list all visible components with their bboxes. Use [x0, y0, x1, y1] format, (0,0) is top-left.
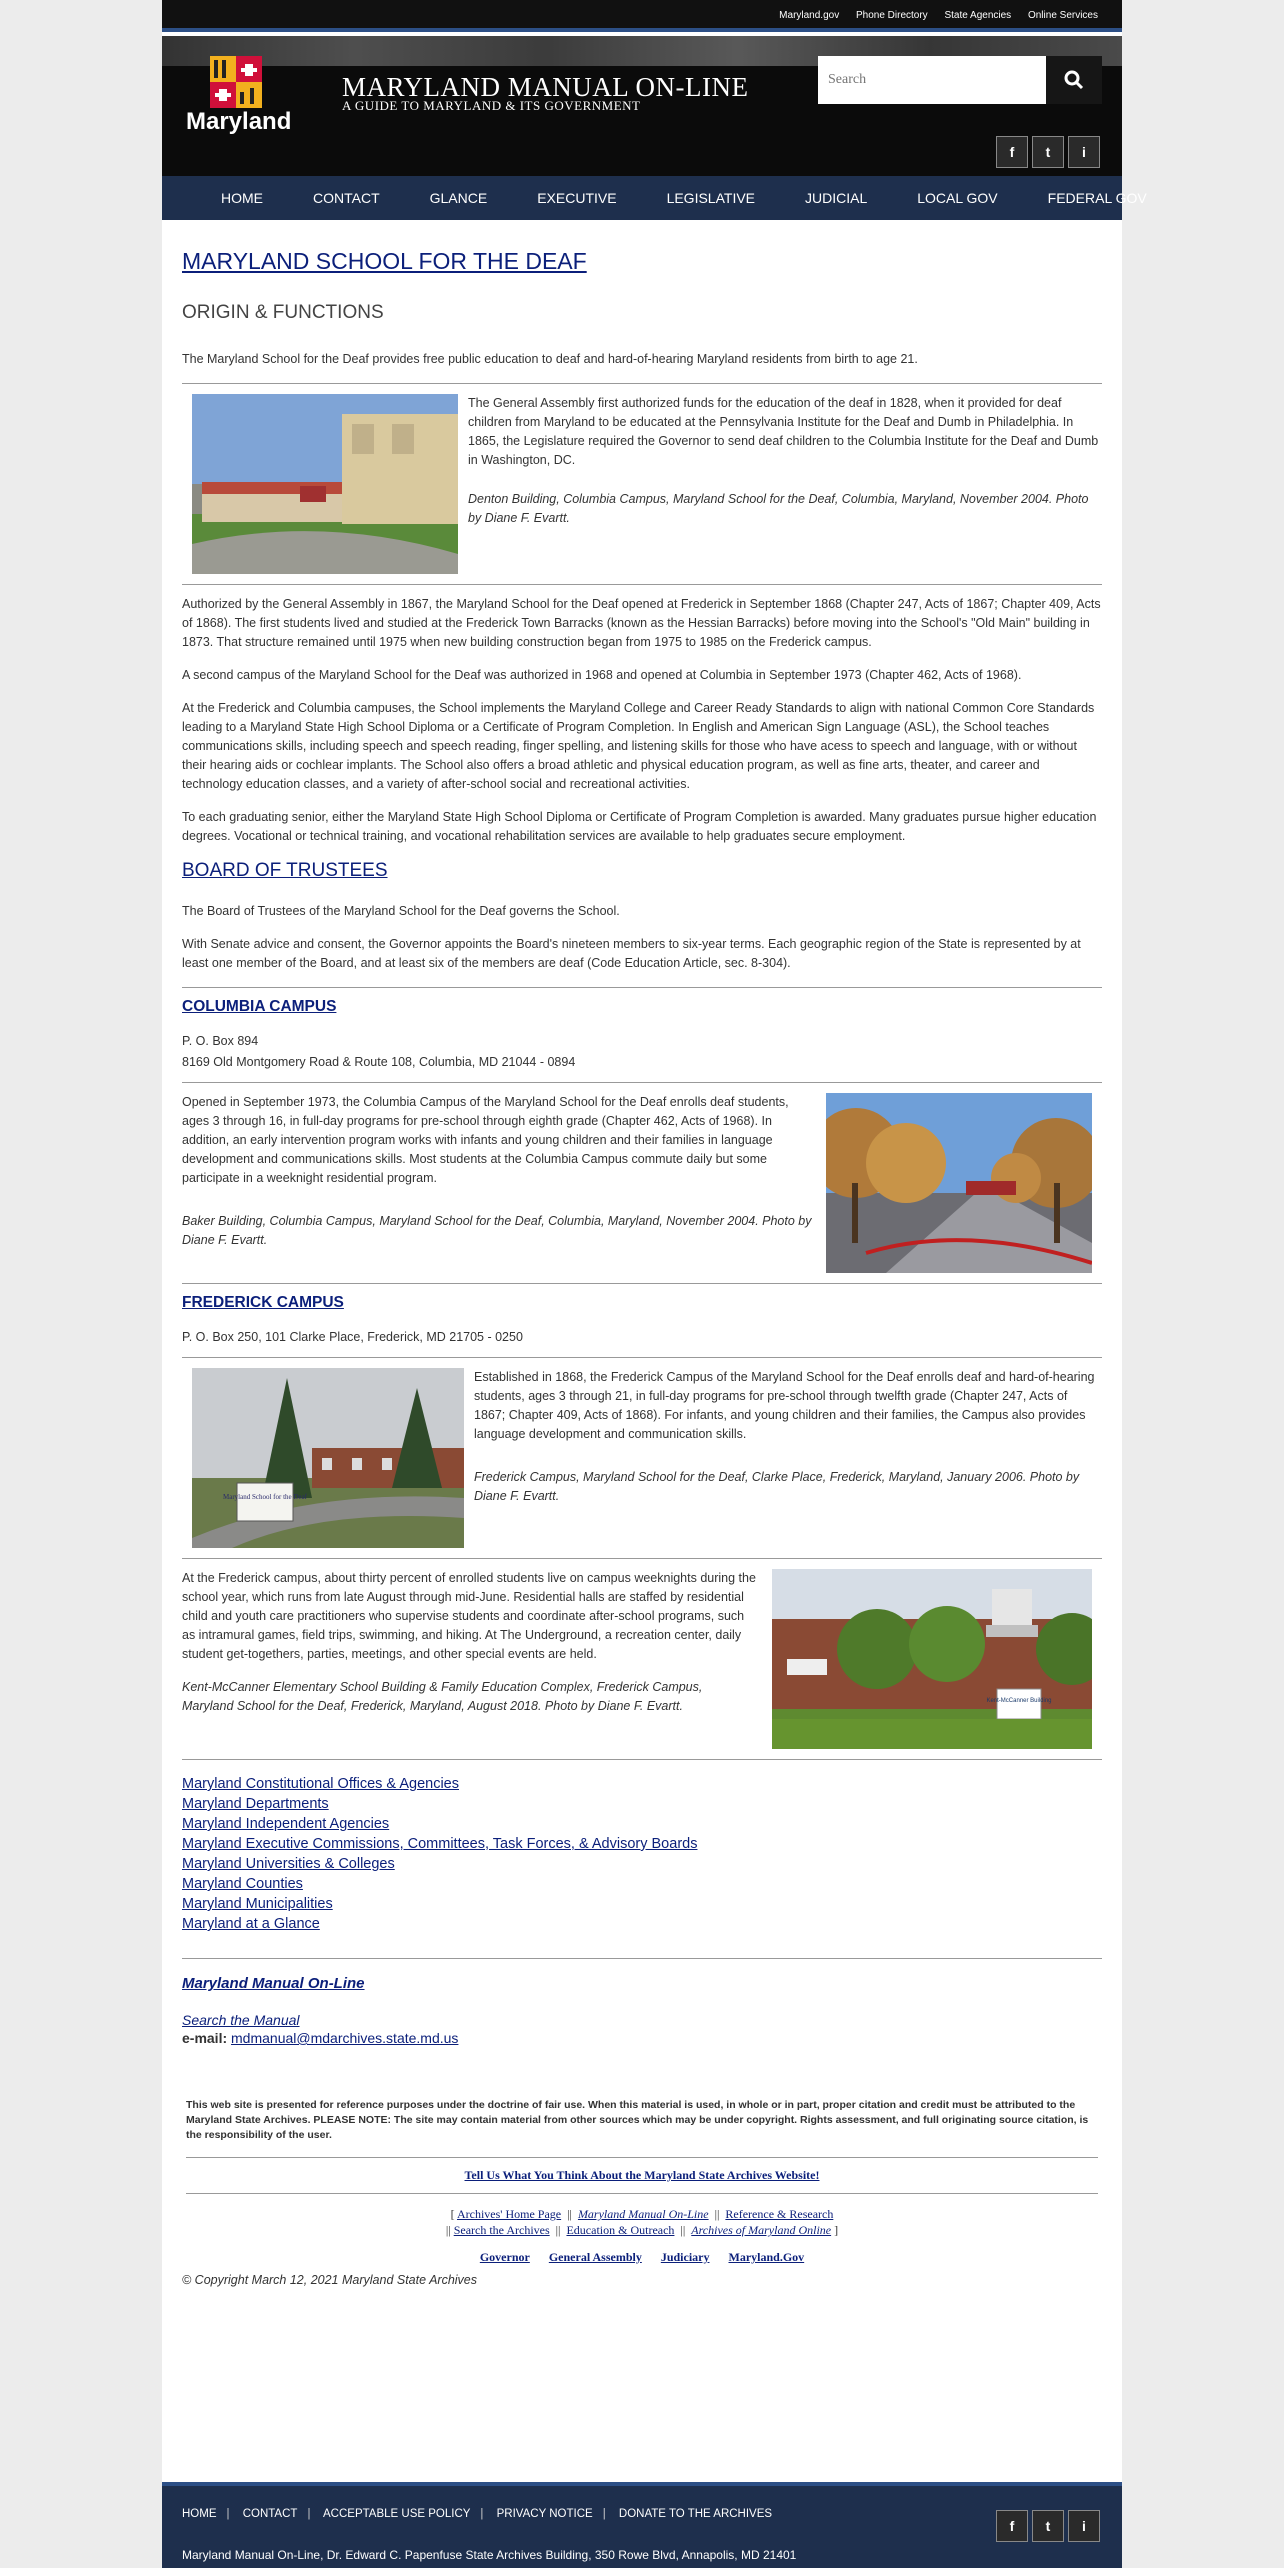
frederick-campus-link[interactable]: FREDERICK CAMPUS: [182, 1294, 344, 1311]
link-counties[interactable]: Maryland Counties: [182, 1876, 303, 1892]
link-manual-online[interactable]: Maryland Manual On-Line: [577, 2207, 709, 2221]
search-manual-link[interactable]: Search the Manual: [182, 2012, 300, 2028]
nav-federal-gov[interactable]: FEDERAL GOV: [1047, 190, 1147, 206]
link-at-a-glance[interactable]: Maryland at a Glance: [182, 1916, 320, 1932]
archive-links: [182, 2206, 1102, 2238]
site-subtitle: A GUIDE TO MARYLAND & ITS GOVERNMENT: [342, 98, 641, 113]
gov-links: [182, 2250, 1102, 2265]
link-education-outreach[interactable]: Education & Outreach: [566, 2223, 675, 2237]
photo-denton-building[interactable]: [192, 394, 458, 574]
link-executive-commissions[interactable]: Maryland Executive Commissions, Committees, Task Forces, & Advisory Boards: [182, 1836, 698, 1852]
facebook-glyph: f: [1009, 144, 1015, 160]
utility-link-phone-directory[interactable]: Phone Directory: [855, 10, 928, 21]
manual-block: [182, 1975, 1102, 2046]
history-paragraph: The General Assembly first authorized funds for the education of the deaf in 1828, when it provided for deaf children from Maryland to be educated at the Pennsylvania Institute for the Deaf and Dumb in Philadelphia. In 1865, the Legislature required the Governor to send deaf children to the Columbia Institute for the Deaf and Dumb in Washington, DC.: [468, 396, 1099, 467]
search-input[interactable]: [818, 56, 1046, 104]
footer-link-home[interactable]: HOME: [182, 2508, 217, 2520]
divider: [182, 1558, 1102, 1559]
divider: [182, 1958, 1102, 1959]
photo-caption: Baker Building, Columbia Campus, Maryland School for the Deaf, Columbia, Maryland, November 2004. Photo by Diane F. Evartt.: [182, 1214, 812, 1247]
link-judiciary[interactable]: Judiciary: [660, 2250, 710, 2264]
frederick-heading: [182, 1294, 1102, 1312]
header-banner: [162, 36, 1122, 176]
instagram-glyph: i: [1082, 2518, 1086, 2534]
nav-home[interactable]: HOME: [221, 190, 263, 206]
footer: [162, 2482, 1122, 2568]
columbia-address-line: P. O. Box 894: [182, 1034, 259, 1048]
maryland-flag-icon: [210, 56, 262, 108]
photo-caption: Denton Building, Columbia Campus, Maryland School for the Deaf, Columbia, Maryland, November 2004. Photo by Diane F. Evartt.: [468, 492, 1089, 525]
columbia-campus-link[interactable]: COLUMBIA CAMPUS: [182, 998, 337, 1015]
link-governor[interactable]: Governor: [479, 2250, 530, 2264]
utility-link-state-agencies[interactable]: State Agencies: [944, 10, 1012, 21]
columbia-address-line: 8169 Old Montgomery Road & Route 108, Columbia, MD 21044 - 0894: [182, 1055, 576, 1069]
utility-link-online-services[interactable]: Online Services: [1027, 10, 1098, 21]
link-archives-home[interactable]: Archives' Home Page: [456, 2207, 562, 2221]
facebook-glyph: f: [1009, 2518, 1015, 2534]
body-paragraph: Authorized by the General Assembly in 1867, the Maryland School for the Deaf opened at Frederick in September 1868 (Chapter 247, Acts of 1867; Chapter 409, Acts of 1868). The first students lived and studied at the Frederick Town Barracks (known as the Hessian Barracks) before moving into the School's "Old Main" building in 1873. That structure remained until 1975 when new building construction began from 1975 to 1985 on the Frederick campus.: [182, 597, 1101, 649]
instagram-icon[interactable]: [1068, 136, 1100, 168]
link-reference-research[interactable]: Reference & Research: [725, 2207, 834, 2221]
related-links: [182, 1774, 1102, 1934]
divider: [182, 1357, 1102, 1358]
twitter-glyph: t: [1045, 144, 1051, 160]
board-of-trustees-link[interactable]: BOARD OF TRUSTEES: [182, 860, 388, 881]
frederick-residential-paragraph: At the Frederick campus, about thirty percent of enrolled students live on campus weeknights during the school year, which runs from late August through mid-June. Residential halls are staffed by residential child and youth care practitioners who supervise students and coordinate after-school programs, such as intramural games, field trips, swimming, and hiking. At The Underground, a recreation center, daily student get-togethers, parties, meetings, and other special events are held.: [182, 1571, 756, 1661]
twitter-icon[interactable]: [1032, 136, 1064, 168]
facebook-icon[interactable]: [996, 136, 1028, 168]
figure-baker-building: [182, 1093, 1102, 1273]
divider: [182, 987, 1102, 988]
footer-link-privacy[interactable]: PRIVACY NOTICE: [496, 2508, 593, 2520]
instagram-glyph: i: [1082, 144, 1086, 160]
utility-link-maryland-gov[interactable]: Maryland.gov: [779, 10, 840, 21]
figure-denton-building: [182, 394, 1102, 574]
intro-paragraph: The Maryland School for the Deaf provides free public education to deaf and hard-of-hearing Maryland residents from birth to age 21.: [182, 352, 918, 366]
figure-kent-mccanner: [182, 1569, 1102, 1749]
link-maryland-gov[interactable]: Maryland.Gov: [728, 2250, 805, 2264]
archive-links-row: || Search the Archives || Education & Outreach || Archives of Maryland Online ]: [445, 2223, 839, 2237]
section-heading-origin: ORIGIN & FUNCTIONS: [182, 302, 384, 323]
link-independent-agencies[interactable]: Maryland Independent Agencies: [182, 1816, 390, 1832]
utility-links: [765, 10, 1098, 21]
columbia-paragraph: Opened in September 1973, the Columbia Campus of the Maryland School for the Deaf enrolls deaf students, ages 3 through 16, in full-day programs for pre-school through eighth grade (Chapter 462, Acts of 1968). In addition, an early intervention program works with infants and young children and their families in language development and communications skills. Most students at the Columbia Campus commute daily but some participate in a weeknight residential program.: [182, 1095, 789, 1185]
sign-lettering: Maryland School for the Deaf: [223, 1493, 307, 1501]
divider: [182, 1082, 1102, 1083]
footer-instagram-icon[interactable]: [1068, 2510, 1100, 2542]
footer-link-contact[interactable]: CONTACT: [242, 2508, 298, 2520]
divider: [186, 2157, 1098, 2158]
feedback-line: [182, 2168, 1102, 2183]
photo-baker-building[interactable]: [826, 1093, 1092, 1273]
footer-twitter-icon[interactable]: [1032, 2510, 1064, 2542]
figure-text-block: [468, 394, 1102, 542]
body-paragraph: To each graduating senior, either the Maryland State High School Diploma or Certificate of Program Completion is awarded. Many graduates pursue higher education degrees. Vocational or technical training, and vocational rehabilitation services are available to help graduates secure employment.: [182, 810, 1097, 843]
maryland-logo[interactable]: [186, 56, 292, 138]
top-utility-bar: [162, 0, 1122, 32]
body-paragraph: At the Frederick and Columbia campuses, the School implements the Maryland College and Career Ready Standards to align with national Common Core Standards leading to a Maryland State High School Diploma or a Certificate of Program Completion. In English and American Sign Language (ASL), the School teaches communications skills, including speech and speech reading, finger spelling, and listening skills for those who have acess to speech and language, with or without their hearing aids or cochlear implants. The School also offers a broad athletic and physical education program, as well as fine arts, theater, and career and technology education classes, and a variety of after-school social and recreational activities.: [182, 701, 1095, 791]
link-universities[interactable]: Maryland Universities & Colleges: [182, 1856, 395, 1872]
page-title-link[interactable]: MARYLAND SCHOOL FOR THE DEAF: [182, 248, 587, 274]
main-content: [182, 248, 1102, 2287]
page-title: [182, 248, 1102, 274]
photo-caption: Frederick Campus, Maryland School for the Deaf, Clarke Place, Frederick, Maryland, January 2006. Photo by Diane F. Evartt.: [474, 1470, 1080, 1503]
twitter-glyph: t: [1045, 2518, 1051, 2534]
email-link[interactable]: mdmanual@mdarchives.state.md.us: [231, 2030, 459, 2046]
figure-text-block: [182, 1569, 756, 1730]
divider: [182, 1759, 1102, 1760]
link-general-assembly[interactable]: General Assembly: [548, 2250, 642, 2264]
nav-local-gov[interactable]: LOCAL GOV: [917, 190, 998, 206]
nav-legislative[interactable]: LEGISLATIVE: [666, 190, 756, 206]
footer-address: Maryland Manual On-Line, Dr. Edward C. Papenfuse State Archives Building, 350 Rowe Blvd, Annapolis, MD 21401: [182, 2548, 797, 2562]
columbia-heading: [182, 998, 1102, 1016]
link-departments[interactable]: Maryland Departments: [182, 1796, 329, 1812]
site-title[interactable]: MARYLAND MANUAL ON-LINE: [342, 72, 749, 102]
board-paragraph: The Board of Trustees of the Maryland School for the Deaf governs the School.: [182, 904, 620, 918]
board-paragraph: With Senate advice and consent, the Governor appoints the Board's nineteen members to six-year terms. Each geographic region of the State is represented by at least one member of the Board, and at least six of the members are deaf (Code Education Article, sec. 8-304).: [182, 937, 1081, 970]
body-paragraph: A second campus of the Maryland School for the Deaf was authorized in 1968 and opened at Columbia in September 1973 (Chapter 462, Acts of 1968).: [182, 668, 1022, 682]
footer-link-acceptable-use[interactable]: ACCEPTABLE USE POLICY: [323, 2508, 471, 2520]
figure-text-block: [182, 1093, 816, 1264]
link-municipalities[interactable]: Maryland Municipalities: [182, 1896, 333, 1912]
logo-text: Maryland: [186, 108, 292, 135]
nav-executive[interactable]: EXECUTIVE: [537, 190, 617, 206]
footer-link-donate[interactable]: DONATE TO THE ARCHIVES: [618, 2508, 773, 2520]
divider: [182, 1283, 1102, 1284]
link-constitutional-offices[interactable]: Maryland Constitutional Offices & Agencies: [182, 1776, 459, 1792]
link-search-archives[interactable]: Search the Archives: [453, 2223, 550, 2237]
figure-frederick-campus: [182, 1368, 1102, 1548]
feedback-link[interactable]: Tell Us What You Think About the Maryland State Archives Website!: [464, 2168, 820, 2182]
manual-home-link[interactable]: Maryland Manual On-Line: [182, 1975, 365, 1992]
nav-contact[interactable]: CONTACT: [313, 190, 380, 206]
photo-caption: Kent-McCanner Elementary School Building & Family Education Complex, Frederick Campus, Maryland School for the Deaf, Frederick, Maryland, August 2018. Photo by Diane F. Evartt.: [182, 1680, 703, 1713]
footer-nav: HOME | CONTACT | ACCEPTABLE USE POLICY | PRIVACY NOTICE | DONATE TO THE ARCHIVES: [182, 2508, 773, 2520]
copyright: © Copyright March 12, 2021 Maryland State Archives: [182, 2273, 477, 2287]
search-button[interactable]: [1046, 56, 1102, 104]
main-nav: [162, 176, 1147, 220]
frederick-paragraph: Established in 1868, the Frederick Campus of the Maryland School for the Deaf enrolls deaf and hard-of-hearing students, ages 3 through 21, in full-day programs for pre-school through twelfth grade (Chapter 247, Acts of 1867; Chapter 409, Acts of 1868). For infants, and young children and their families, the Campus also provides language development and communication skills.: [474, 1370, 1095, 1441]
email-label: e-mail:: [182, 2030, 228, 2046]
search-icon: [1064, 70, 1084, 90]
building-sign-lettering: Kent-McCanner Building: [986, 1698, 1052, 1704]
board-heading: [182, 860, 1102, 882]
photo-kent-mccanner-building[interactable]: [772, 1569, 1092, 1749]
divider: [186, 2193, 1098, 2194]
footer-facebook-icon[interactable]: [996, 2510, 1028, 2542]
nav-judicial[interactable]: JUDICIAL: [805, 190, 868, 206]
link-archives-of-maryland[interactable]: Archives of Maryland Online: [691, 2223, 832, 2237]
divider: [182, 383, 1102, 384]
disclaimer: This web site is presented for reference purposes under the doctrine of fair use. When this material is used, in whole or in part, proper citation and credit must be attributed to the Maryland State Archives. PLEASE NOTE: The site may contain material from other sources which may be under copyright. Rights assessment, and full originating source citation, is the responsibility of the user.: [186, 2099, 1089, 2141]
divider: [182, 584, 1102, 585]
page: [162, 0, 1147, 2568]
photo-frederick-campus[interactable]: [192, 1368, 464, 1548]
archive-links-row: [ Archives' Home Page || Maryland Manual On-Line || Reference & Research: [450, 2207, 834, 2221]
frederick-address: P. O. Box 250, 101 Clarke Place, Frederick, MD 21705 - 0250: [182, 1330, 523, 1344]
email-line: [182, 2030, 1102, 2046]
figure-text-block: [474, 1368, 1102, 1520]
nav-glance[interactable]: GLANCE: [429, 190, 488, 206]
